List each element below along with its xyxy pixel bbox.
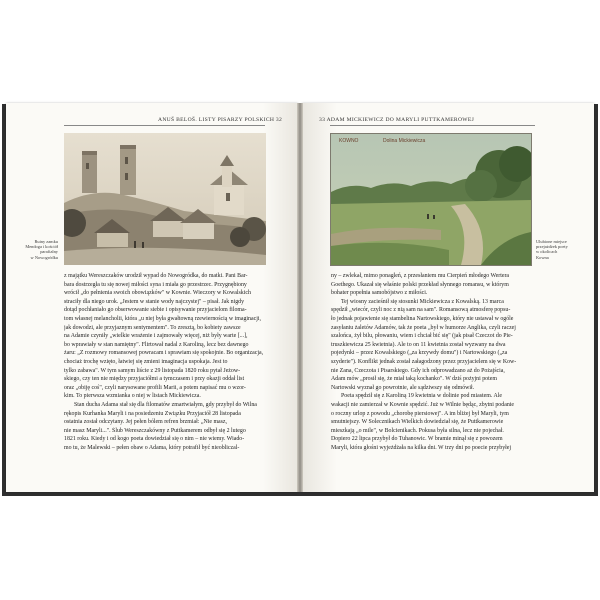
- text-line: ny – zwlekał, mimo ponagleń, z przesłaniem mu Cierpień młodego Wertera: [331, 273, 510, 279]
- text-line: mieszkają „o mile", w Bolcienikach. Pokusa była silna, lecz nie pojechał.: [331, 427, 504, 434]
- text-line: chociaż trochę wzięto, łatwiej się zmieni imaginacja uspokaja. Jest to: [64, 358, 228, 365]
- text-line: oraz „obiję coś", czyli narysowane profili Marii, a potem napisać mu o wzor-: [64, 384, 246, 391]
- text-line: 1821 roku. Kiedy i od kogo poeta dowiedział się o nim – nie wiemy. Wiado-: [64, 436, 245, 443]
- text-line: smutniejszy. W Solecznikach Wielkich dowiedział się, że Puttkamerowie: [331, 419, 504, 426]
- text-line: na Adamie czyniły „wielkie wrażenie i zajmowały więcej, niż były warte [...],: [64, 333, 248, 340]
- text-line: o roczny urlop z powodu „chorobę piersiowej". A im bliżej był Maryli, tym: [331, 410, 509, 417]
- postcard-label-place: Dolina Mickiewicza: [383, 138, 426, 144]
- caption-line: Mendoga i kościół: [25, 244, 58, 250]
- header-rule-left: [64, 125, 265, 126]
- text-line: pojedynki – przez Kowalskiego („za krzywdy domu") i Nartowskiego („za: [331, 350, 508, 357]
- text-line: z majątku Wereszczaków urodził wypad do Nowogródka, do matki. Pani Bar-: [64, 273, 248, 279]
- text-line: szyderie"). Konflikt jednak został załagodzony przez przyjacielem się w Kow-: [331, 358, 517, 365]
- caption-line: Kowna: [536, 254, 549, 260]
- kowno-postcard-photo: [330, 133, 532, 266]
- text-line: kim. To pierwsza wzmianka o niej w listach Mickiewicza.: [64, 393, 201, 400]
- text-line: Adam mów „prosił się, że miał taką kochanko". W dziś pożyjni potem: [331, 376, 497, 383]
- text-line: dotąd pochłaniało go obserwowanie siebie i opisywanie przyjacielom filoma-: [64, 307, 247, 314]
- text-line: Goethego. Ukazał się właśnie polski przekład słynnego romansu, w którym: [331, 281, 509, 288]
- text-line: Maryli, która głośni wyjeżdżała na kilka dni. W trzy dni po poecie przybyłej: [331, 444, 512, 451]
- text-line: bo wprawiały w stan namiętny". Flirtował nadal z Karoliną, lecz bez dawnego: [64, 341, 249, 348]
- right-body-text: [331, 272, 535, 452]
- running-head-right: 33 ADAM MICKIEWICZ DO MARYLI PUTTKAMEROWEJ: [319, 117, 475, 123]
- postcard-label-city: KOWNO: [339, 138, 359, 144]
- text-line: jak dowodzi, ale przyjaznym sentymentem". To zresztą, bo kobiety zawsze: [64, 324, 241, 331]
- text-line: mo tu, że Malewski – pełen obaw o Adama, który potrafił być nieobliczal-: [64, 444, 240, 451]
- text-line: tom własnej melancholii, która „u niej była gwałtowną rzewiernością w imaginacji,: [64, 315, 261, 322]
- text-line: bara dostrzegła tu się nowej miłości syna i miała go przestrzec. Przygnębiony: [64, 281, 247, 288]
- text-line: Tej wiosny zacieśnił się stosunki Mickiewicza z Kowalską. 13 marca: [341, 298, 504, 305]
- text-line: rękopis Kurhanka Maryli i na posiedzeniu Związku Przyjaciół 28 listopada: [64, 410, 241, 417]
- text-line: Nartowski wyznał go powrotnie, ale sądziwszy się odmówił.: [331, 384, 475, 391]
- text-line: nie masz Maryli...". Ślub Wereszczakówny z Puttkamerem odbył się 2 lutego: [64, 427, 246, 434]
- castle-ruins-illustration: [64, 133, 266, 265]
- valley-landscape-drawing: [331, 134, 531, 265]
- text-line: ło jednak pojawienie się stambelina Nartowskiego, który nie ustawał w ogóle: [331, 315, 514, 322]
- running-head-left: ANUŠ BELOŠ. LISTY PISARZY POLSKICH 32: [158, 117, 283, 123]
- book-gutter: [297, 103, 303, 492]
- text-line: szalońca, żył bilu, płowaniu, wiem i chciał bić się" (jak pisał Czeczot do Pie-: [331, 333, 513, 340]
- caption-line: przejażdżek poety: [536, 244, 568, 250]
- text-line: bohater popełnia samobójstwo z miłości.: [331, 290, 428, 297]
- text-line: Stan ducha Adama stał się dla filomatów zmartwiałym, gdy przybył do Wilna: [74, 401, 257, 408]
- caption-line: Ulubione miejsce: [536, 239, 567, 244]
- caption-line: w okolicach: [536, 249, 558, 255]
- text-line: wakacji nie zamierzał w Kownie spędzić. Już w Wilnie będąc, zbytni podanie: [331, 401, 515, 408]
- text-line: Dopiero 22 lipca przybył do Tuhanowic. W bramie minął się z powozem: [331, 436, 503, 443]
- text-line: wrócił „do pełnienia swoich obowiązków" w Kownie. Wieczory w Kowalskich: [64, 290, 251, 297]
- left-body-text: [64, 272, 266, 452]
- text-line: ostatnia został odczytany. Jej pełen bólem refren brzmiał: „Nie masz,: [64, 419, 228, 426]
- text-line: skiego, czy ten nie między przyjaciółmi a tymczasem i przy okazji oddał list: [64, 376, 245, 383]
- text-line: Poeta spędził się z Karoliną 19 kwietnia w dolinie pod miastem. Ale: [341, 393, 502, 400]
- header-rule-right: [330, 125, 535, 126]
- caption-line: parafialny: [40, 249, 58, 255]
- castle-ruins-drawing: [64, 133, 266, 265]
- text-line: straciły dla niego urok. „Jestem w stanie wody najczystej" – pisał. Jak nigdy: [64, 298, 245, 305]
- text-line: zasyłaniu żaletów Adamów, tak że poeta „był w humorze Anglika, czyli raczej: [331, 324, 516, 331]
- text-line: spędził „wiecór, czyli noc z nią sam na sam". Romansową atmosferę popsu-: [331, 307, 511, 314]
- text-line: truszkiewicza 25 kwietnia). Ale to on 11 kwietnia został wyzwany na dwa: [331, 341, 506, 348]
- left-figure-caption: [14, 239, 58, 260]
- right-figure-caption: [536, 239, 580, 260]
- caption-line: Ruiny zamku: [34, 239, 58, 244]
- text-line: nie Zana, Czeczota i Pisarskiego. Gdy ich odprowadzano aż do Pożajścia,: [331, 367, 505, 374]
- caption-line: w Nowogródku: [30, 254, 58, 260]
- text-line: żaru: „Z rozmowy romansowej powracam i sprawiam się spokojnie. Bo organizacja,: [64, 350, 264, 357]
- text-line: tylko zabawa". W tym samym liście z 29 listopada 1820 roku pytał Jeżow-: [64, 367, 241, 374]
